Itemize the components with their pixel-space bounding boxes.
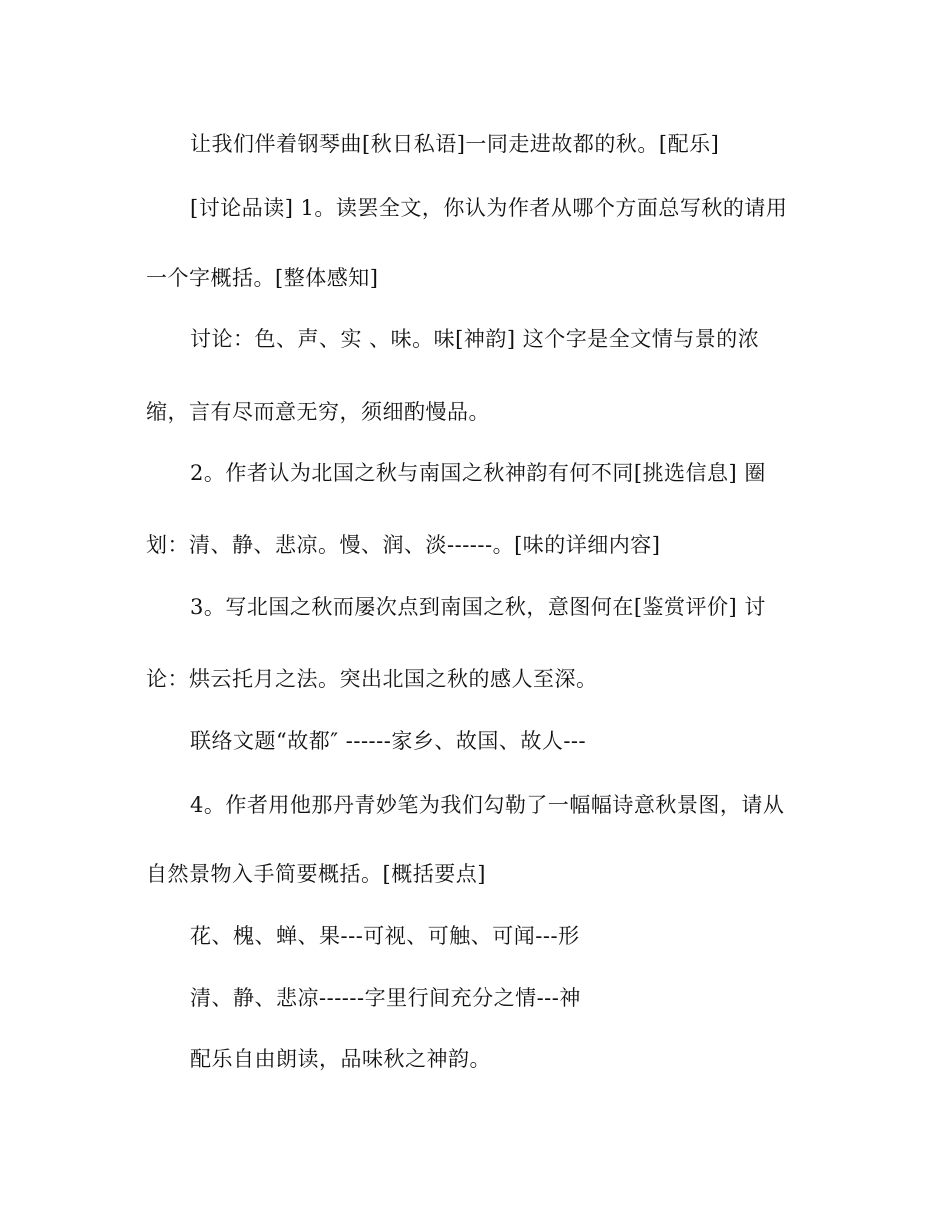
text-line-10: 联络文题“故都″ ------家乡、故国、故人--- [190,729,587,753]
text-line-2: [讨论品读] 1。读罢全文，你认为作者从哪个方面总写秋的请用 [190,196,788,220]
text-line-13: 花、槐、蝉、果---可视、可触、可闻---形 [190,924,580,948]
text-line-6: 2。作者认为北国之秋与南国之秋神韵有何不同[挑选信息] 圈 [190,461,766,485]
text-line-9: 论：烘云托月之法。突出北国之秋的感人至深。 [146,667,598,691]
text-line-11: 4。作者用他那丹青妙笔为我们勾勒了一幅幅诗意秋景图，请从 [190,793,785,817]
text-line-5: 缩，言有尽而意无穷，须细酌慢品。 [146,400,490,424]
text-line-4: 讨论：色、声、实 、味。味[神韵] 这个字是全文情与景的浓 [190,327,760,351]
text-line-1: 让我们伴着钢琴曲[秋日私语]一同走进故都的秋。[配乐] [190,132,720,156]
text-line-12: 自然景物入手简要概括。[概括要点] [146,862,486,886]
text-line-14: 清、静、悲凉------字里行间充分之情---神 [190,986,581,1010]
text-line-8: 3。写北国之秋而屡次点到南国之秋，意图何在[鉴赏评价] 讨 [190,595,766,619]
text-line-3: 一个字概括。[整体感知] [146,266,379,290]
text-line-15: 配乐自由朗读，品味秋之神韵。 [190,1047,491,1071]
text-line-7: 划：清、静、悲凉。慢、润、淡------。[味的详细内容] [146,533,661,557]
